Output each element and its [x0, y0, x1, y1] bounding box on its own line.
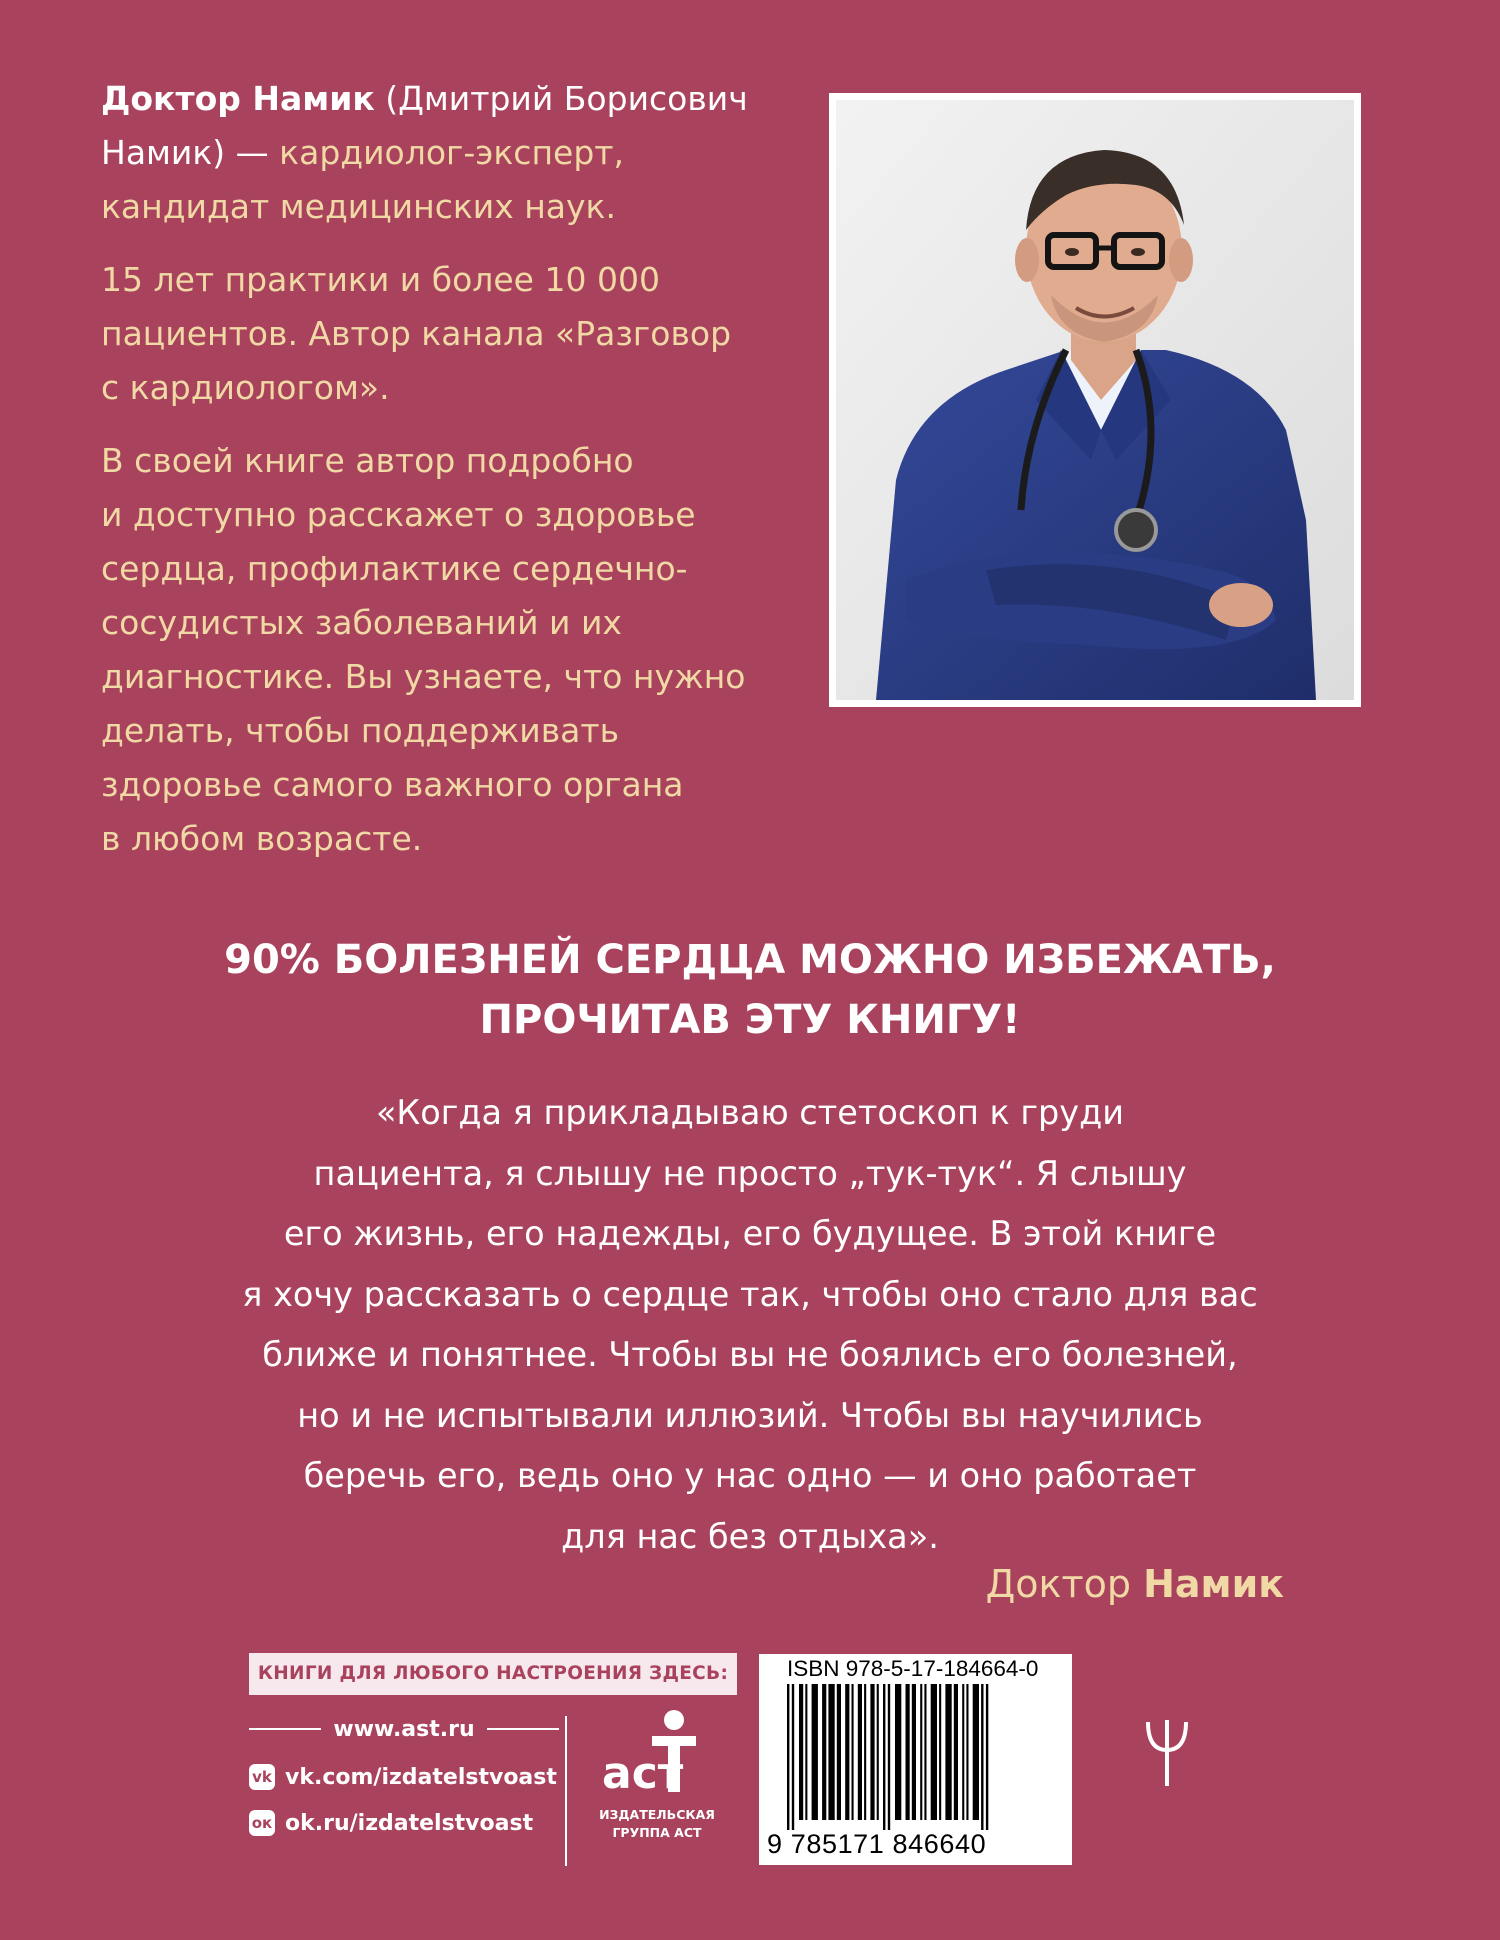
ast-logo-icon	[592, 1706, 722, 1806]
barcode-bar	[870, 1684, 874, 1820]
headline-line: 90% БОЛЕЗНЕЙ СЕРДЦА МОЖНО ИЗБЕЖАТЬ,	[224, 937, 1276, 983]
author-portrait-icon	[836, 100, 1354, 700]
barcode-bar	[883, 1684, 885, 1830]
promo-banner: КНИГИ ДЛЯ ЛЮБОГО НАСТРОЕНИЯ ЗДЕСЬ:	[249, 1653, 737, 1695]
quote-line: беречь его, ведь оно у нас одно — и оно работает	[303, 1456, 1197, 1495]
quote-line: для нас без отдыха».	[561, 1516, 939, 1556]
barcode-bar	[895, 1684, 901, 1820]
barcode-bar	[906, 1684, 910, 1820]
barcode-bar	[858, 1684, 862, 1820]
publisher-caption-line: ГРУППА АСТ	[612, 1825, 702, 1840]
author-quote	[100, 1083, 1400, 1567]
barcode-bar	[787, 1684, 789, 1830]
ast-logo-text: аст	[602, 1748, 684, 1799]
barcode-bar	[981, 1684, 983, 1830]
headline	[0, 930, 1500, 1050]
quote-line: его жизнь, его надежды, его будущее. В этой книге	[283, 1214, 1217, 1253]
barcode-bar	[877, 1684, 879, 1820]
bio-line: В своей книге автор подробно	[101, 441, 634, 480]
barcode-bar	[852, 1684, 854, 1820]
site-link[interactable]: www.ast.ru	[333, 1716, 475, 1742]
barcode-bar	[931, 1684, 937, 1820]
barcode-bar	[986, 1684, 988, 1830]
bio-line: с кардиологом».	[101, 368, 390, 407]
signature-name: Намик	[1143, 1562, 1284, 1606]
bio-line: 15 лет практики и более 10 000	[101, 260, 660, 299]
barcode-bar	[828, 1684, 834, 1820]
bio-line: сосудистых заболеваний и их	[101, 603, 622, 642]
barcode-bar	[805, 1684, 807, 1820]
author-full-name: (Дмитрий Борисович	[374, 79, 748, 118]
headline-line: ПРОЧИТАВ ЭТУ КНИГУ!	[479, 997, 1021, 1043]
author-degree: кандидат медицинских наук.	[101, 187, 616, 226]
bio-line: и доступно расскажет о здоровье	[101, 495, 696, 534]
barcode-bar	[966, 1684, 968, 1820]
barcode-bar	[912, 1684, 916, 1820]
site-row	[249, 1712, 559, 1746]
barcode-bar	[962, 1684, 964, 1820]
ok-link[interactable]: ok.ru/izdatelstvoast	[285, 1810, 534, 1836]
isbn-number: ISBN 978-5-17-184664-0	[787, 1656, 1039, 1681]
barcode-bar	[939, 1684, 941, 1820]
publisher-logo	[592, 1706, 722, 1866]
quote-signature	[986, 1559, 1284, 1609]
bio-paragraph-3	[101, 434, 781, 866]
quote-line: но и не испытывали иллюзий. Чтобы вы научились	[297, 1395, 1203, 1435]
barcode-bar	[920, 1684, 922, 1820]
barcode-bar	[812, 1684, 818, 1820]
vk-link[interactable]: vk.com/izdatelstvoast	[285, 1764, 557, 1790]
bio-line: сердца, профилактике сердечно-	[101, 549, 688, 588]
barcode-bar	[837, 1684, 841, 1820]
barcode-bar	[888, 1684, 890, 1830]
footer-divider	[565, 1716, 567, 1866]
barcode-icon	[765, 1684, 1065, 1830]
barcode-bar	[973, 1684, 979, 1820]
author-photo	[836, 100, 1354, 700]
publisher-links	[249, 1712, 559, 1840]
author-bio	[101, 72, 781, 866]
odnoklassniki-icon: ок	[249, 1810, 275, 1836]
ean-digits: 9 785171 846640	[767, 1829, 987, 1859]
barcode-bar	[845, 1684, 849, 1820]
bio-paragraph-2	[101, 253, 781, 415]
quote-line: ближе и понятнее. Чтобы вы не боялись его болезней,	[262, 1335, 1238, 1374]
bio-line: в любом возрасте.	[101, 819, 423, 858]
publisher-caption	[592, 1806, 722, 1842]
psi-icon	[1142, 1716, 1192, 1788]
barcode-bar	[792, 1684, 794, 1830]
barcode-bar	[864, 1684, 866, 1820]
isbn-barcode	[759, 1654, 1072, 1865]
bio-line: пациентов. Автор канала «Разговор	[101, 314, 732, 353]
vk-icon: vk	[249, 1764, 275, 1790]
author-title: кардиолог-эксперт,	[279, 133, 624, 172]
barcode-bar	[954, 1684, 958, 1820]
bio-paragraph-1	[101, 72, 781, 234]
author-photo-frame	[829, 93, 1361, 707]
quote-line: я хочу рассказать о сердце так, чтобы оно стало для вас	[242, 1274, 1258, 1314]
signature-title: Доктор	[985, 1562, 1144, 1606]
quote-line: пациента, я слышу не просто „тук-тук“. Я слышу	[313, 1153, 1187, 1193]
bio-line: делать, чтобы поддерживать	[101, 711, 620, 750]
publisher-caption-line: ИЗДАТЕЛЬСКАЯ	[599, 1807, 715, 1822]
divider	[487, 1728, 559, 1730]
barcode-bar	[799, 1684, 803, 1820]
barcode-bar	[822, 1684, 826, 1820]
ok-row	[249, 1806, 559, 1840]
bio-line: здоровье самого важного органа	[101, 765, 684, 804]
author-name: Доктор Намик	[101, 79, 375, 118]
bio-line: диагностике. Вы узнаете, что нужно	[101, 657, 746, 696]
quote-line: «Когда я прикладываю стетоскоп к груди	[375, 1093, 1125, 1132]
author-full-name-end: Намик) —	[101, 133, 280, 172]
divider	[249, 1728, 321, 1730]
barcode-bar	[945, 1684, 951, 1820]
barcode-bar	[924, 1684, 926, 1820]
vk-row	[249, 1760, 559, 1794]
